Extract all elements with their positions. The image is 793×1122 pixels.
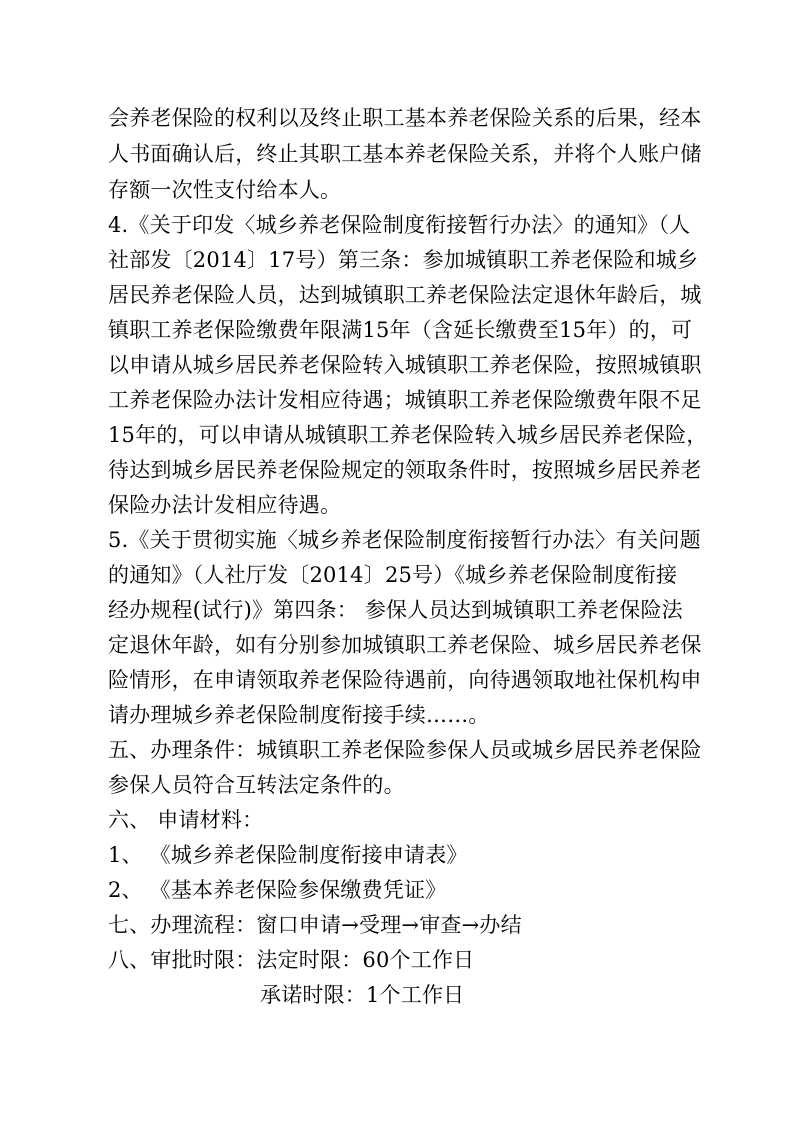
text-line: 险情形，在申请领取养老保险待遇前，向待遇领取地社保机构申 <box>108 668 702 692</box>
text-line: 的通知》（人社厅发〔2014〕25号）《城乡养老保险制度衔接 <box>108 563 678 587</box>
text-line: 定退休年龄，如有分别参加城镇职工养老保险、城乡居民养老保 <box>108 633 702 657</box>
text-line: 八、审批时限：法定时限：60个工作日 <box>108 948 475 972</box>
text-line: 15年的，可以申请从城镇职工养老保险转入城乡居民养老保险， <box>108 423 708 447</box>
text-line: 七、办理流程：窗口申请→受理→审查→办结 <box>108 913 522 937</box>
text-line: 待达到城乡居民养老保险规定的领取条件时，按照城乡居民养老 <box>108 458 702 482</box>
text-line: 参保人员符合互转法定条件的。 <box>108 773 405 797</box>
text-line: 六、 申请材料： <box>108 808 264 832</box>
text-line: 会养老保险的权利以及终止职工基本养老保险关系的后果，经本 <box>108 106 702 130</box>
text-line: 社部发〔2014〕17号）第三条：参加城镇职工养老保险和城乡 <box>108 248 699 272</box>
text-line: 镇职工养老保险缴费年限满15年（含延长缴费至15年）的，可 <box>108 318 693 342</box>
text-line: 1、 《城乡养老保险制度衔接申请表》 <box>108 843 468 867</box>
text-line: 以申请从城乡居民养老保险转入城镇职工养老保险，按照城镇职 <box>108 353 702 377</box>
text-line: 存额一次性支付给本人。 <box>108 178 342 202</box>
text-line: 居民养老保险人员，达到城镇职工养老保险法定退休年龄后，城 <box>108 283 702 307</box>
text-line: 工养老保险办法计发相应待遇；城镇职工养老保险缴费年限不足 <box>108 388 702 412</box>
text-line: 2、 《基本养老保险参保缴费凭证》 <box>108 878 447 902</box>
text-line: 5.《关于贯彻实施〈城乡养老保险制度衔接暂行办法〉有关问题 <box>108 528 701 552</box>
text-line: 人书面确认后，终止其职工基本养老保险关系，并将个人账户储 <box>108 142 702 166</box>
text-line: 保险办法计发相应待遇。 <box>108 493 342 517</box>
text-line: 请办理城乡养老保险制度衔接手续……。 <box>108 703 490 727</box>
text-line: 经办规程(试行)》第四条： 参保人员达到城镇职工养老保险法 <box>108 598 683 622</box>
text-line: 五、办理条件：城镇职工养老保险参保人员或城乡居民养老保险 <box>108 738 702 762</box>
text-line: 承诺时限：1个工作日 <box>260 983 465 1007</box>
text-line: 4.《关于印发〈城乡养老保险制度衔接暂行办法〉的通知》（人 <box>108 213 691 237</box>
